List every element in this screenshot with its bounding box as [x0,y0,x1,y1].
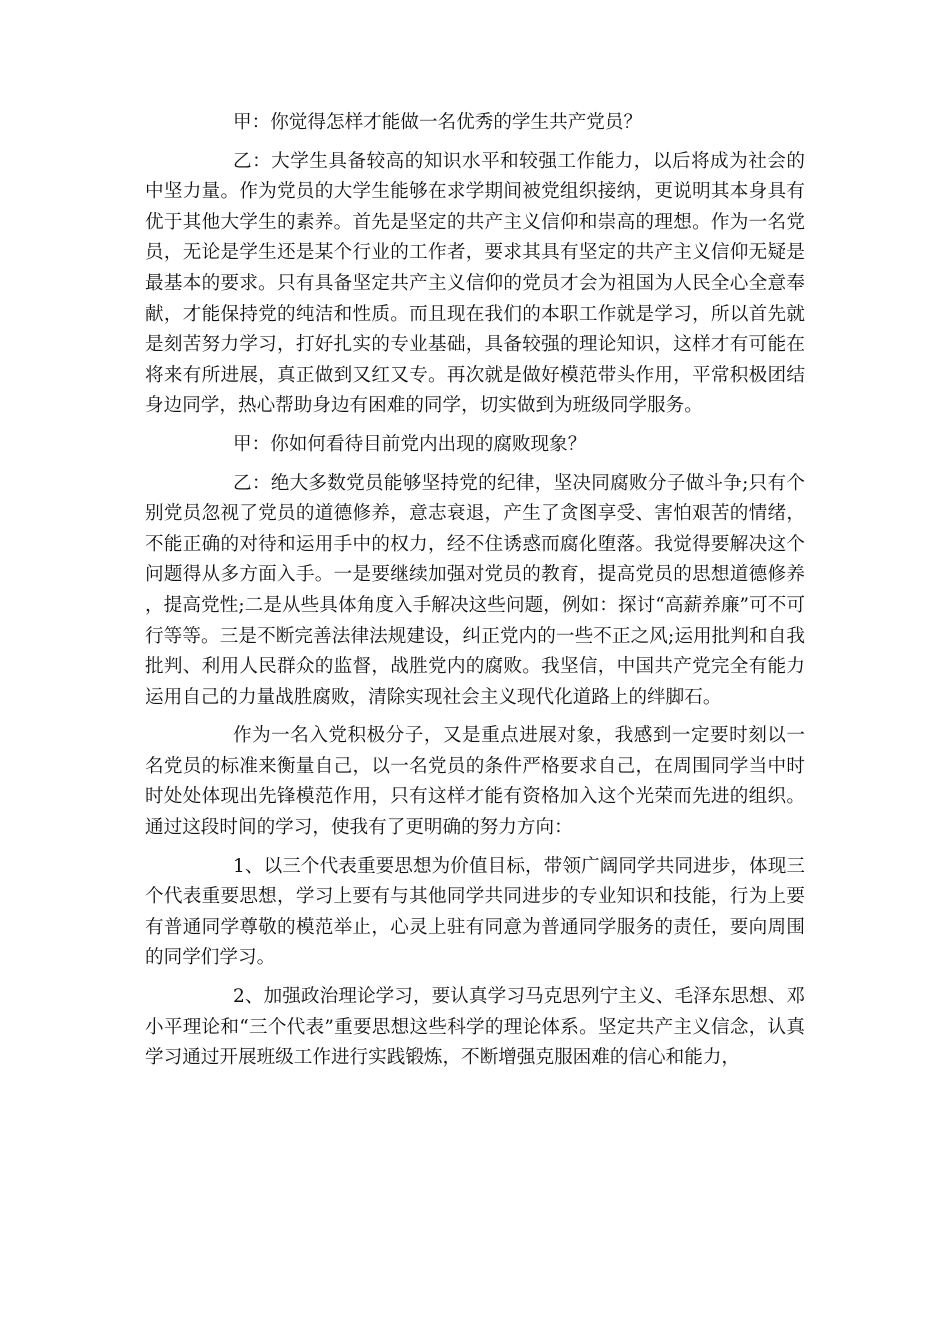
document-body [145,108,805,1082]
dialogue-answer-1: 乙：大学生具备较高的知识水平和较强工作能力，以后将成为社会的中坚力量。作为党员的大学生能够在求学期间被党组织接纳，更说明其本身具有优于其他大学生的素养。首先是坚定的共产主义信仰和崇高的理想。作为一名党员，无论是学生还是某个行业的工作者，要求其具有坚定的共产主义信仰无疑是最基本的要求。只有具备坚定共产主义信仰的党员才会为祖国为人民全心全意奉献，才能保持党的纯洁和性质。而且现在我们的本职工作就是学习，所以首先就是刻苦努力学习，打好扎实的专业基础，具备较强的理论知识，这样才有可能在将来有所进展，真正做到又红又专。再次就是做好模范带头作用，平常积极团结身边同学，热心帮助身边有困难的同学，切实做到为班级同学服务。 [145,150,805,417]
list-item-1: 1、以三个代表重要思想为价值目标，带领广阔同学共同进步，体现三个代表重要思想，学习上要有与其他同学共同进步的专业知识和技能，行为上要有普通同学尊敬的模范举止，心灵上驻有同意为普通同学服务的责任，要向周围的同学们学习。 [145,855,805,969]
body-paragraph: 作为一名入党积极分子，又是重点进展对象，我感到一定要时刻以一名党员的标准来衡量自己，以一名党员的条件严格要求自己，在周围同学当中时时处处体现出先锋模范作用，只有这样才能有资格加入这个光荣而先进的组织。通过这段时间的学习，使我有了更明确的努力方向： [145,725,805,839]
dialogue-answer-2: 乙：绝大多数党员能够坚持党的纪律，坚决同腐败分子做斗争;只有个别党员忽视了党员的道德修养，意志衰退，产生了贪图享受、害怕艰苦的情绪，不能正确的对待和运用手中的权力，经不住诱惑而腐化堕落。我觉得要解决这个问题得从多方面入手。一是要继续加强对党员的教育，提高党员的思想道德修养，提高党性;二是从些具体角度入手解决这些问题，例如：探讨“高薪养廉”可不可行等等。三是不断完善法律法规建设，纠正党内的一些不正之风;运用批判和自我批判、利用人民群众的监督，战胜党内的腐败。我坚信，中国共产党完全有能力运用自己的力量战胜腐败，清除实现社会主义现代化道路上的绊脚石。 [145,472,805,708]
dialogue-question-1: 甲：你觉得怎样才能做一名优秀的学生共产党员？ [233,112,643,133]
dialogue-question-2: 甲：你如何看待目前党内出现的腐败现象？ [233,433,587,455]
list-item-2: 2、加强政治理论学习，要认真学习马克思列宁主义、毛泽东思想、邓小平理论和“三个代表”重要思想这些科学的理论体系。坚定共产主义信念，认真学习通过开展班级工作进行实践锻炼，不断增强克服困难的信心和能力， [145,986,805,1069]
